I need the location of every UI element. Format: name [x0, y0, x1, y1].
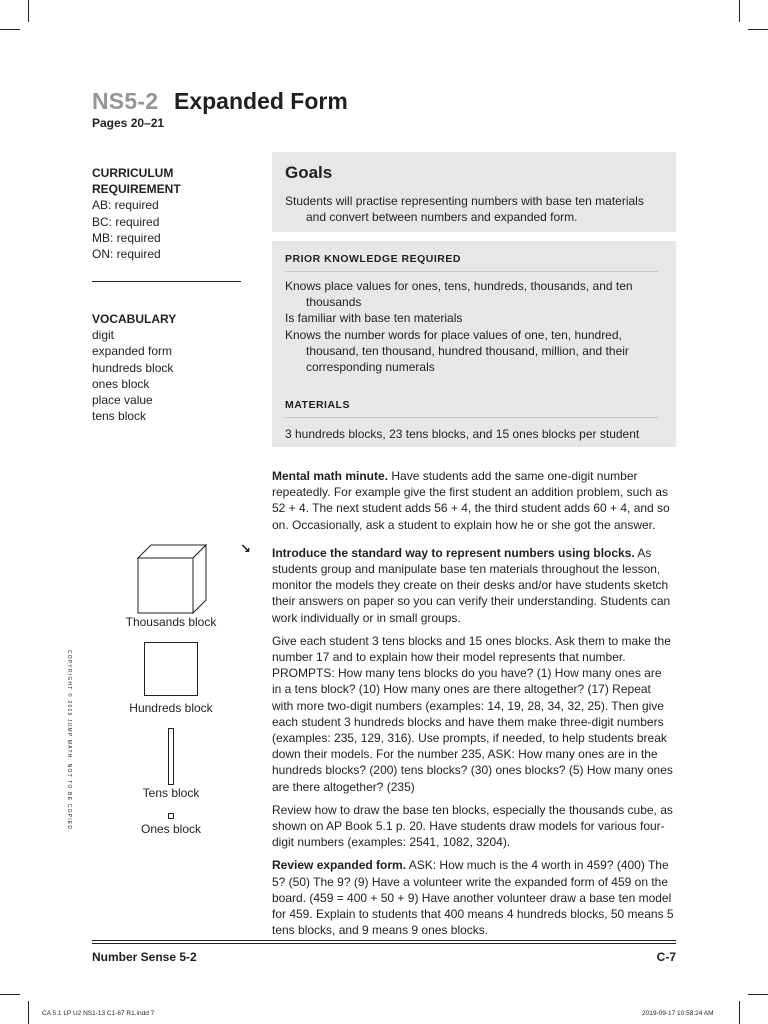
page-title: Expanded Form [174, 88, 348, 114]
tens-block-label: Tens block [142, 786, 200, 800]
hundreds-block-illustration [144, 642, 200, 698]
goals-paragraph: Students will practise representing numbers with base ten materials and convert between numbers and expanded form. [285, 194, 644, 225]
prior-knowledge-item: Knows place values for ones, tens, hundreds, thousands, and ten thousands [285, 279, 633, 310]
hundreds-square [145, 643, 198, 696]
crop-mark [739, 1001, 740, 1024]
body-paragraph: Review how to draw the base ten blocks, especially the thousands cube, as shown on AP Book 5.1 p. 20. Have students draw models for various four-digit numbers (examples: 2541, 1082, 3204). [272, 802, 673, 850]
cube-front-face [138, 558, 193, 613]
paragraph-lead: Mental math minute. [272, 469, 389, 483]
body-paragraph [272, 545, 674, 626]
requirement-item: MB: required [92, 230, 161, 245]
crop-mark [0, 29, 20, 30]
curriculum-heading: REQUIREMENT [92, 182, 181, 197]
vocabulary-heading: VOCABULARY [92, 312, 177, 326]
paragraph-text: ASK: How much is the 4 worth in 459? (400) The 5? (50) The 9? (9) Have a volunteer write the expanded form of 459 on the board. (459 = 400 + 50 + 9) Have another volunteer draw a base ten model for 459. Explain to students that 400 means 4 hundreds blocks, 50 means 5 tens blocks, and 9 means 9 ones blocks. [272, 858, 674, 938]
materials-text: 3 hundreds blocks, 23 tens blocks, and 15 ones blocks per student [285, 427, 640, 441]
paragraph-text: Have students add the same one-digit number repeatedly. For example give the first student an addition problem, such as 52 + 4. The next student adds 56 + 4, the third student adds 60 + 4, and so on. Occasionally, ask a student to explain how he or she got the answer. [272, 469, 670, 532]
hundreds-block-label: Hundreds block [129, 701, 213, 715]
ones-block-label: Ones block [140, 822, 202, 836]
vocabulary-item: ones block [92, 376, 150, 391]
materials-heading: MATERIALS [285, 399, 350, 411]
lesson-code: NS5-2 [92, 88, 159, 114]
paragraph-lead: Introduce the standard way to represent numbers using blocks. [272, 545, 635, 560]
tens-rod [169, 729, 174, 785]
prior-knowledge-item: Is familiar with base ten materials [285, 311, 463, 326]
lesson-body [272, 468, 674, 945]
goals-title: Goals [285, 163, 333, 182]
ones-block-illustration [168, 813, 176, 821]
box-divider [285, 417, 658, 418]
vocabulary-item: digit [92, 328, 115, 343]
box-divider [285, 271, 658, 272]
paragraph-lead: Review expanded form. [272, 858, 407, 873]
prior-knowledge-heading: PRIOR KNOWLEDGE REQUIRED [285, 253, 461, 265]
copyright-notice: COPYRIGHT © 2019 JUMP MATH: NOT TO BE COPIED. [66, 650, 72, 833]
crop-mark [0, 994, 20, 995]
page-range: Pages 20–21 [92, 116, 165, 130]
vocabulary-item: hundreds block [92, 360, 174, 375]
footer-section-title: Number Sense 5-2 [92, 950, 197, 964]
thousands-block-illustration [130, 540, 210, 620]
vocabulary-item: place value [92, 393, 153, 408]
crop-mark [739, 0, 740, 22]
sidebar-divider [92, 281, 241, 282]
curriculum-heading: CURRICULUM [92, 166, 174, 180]
curriculum-section [92, 165, 242, 262]
vocabulary-section [92, 311, 242, 424]
thousands-block-label: Thousands block [125, 615, 217, 629]
slug-filename: CA 5.1 LP U2 NS1-13 C1-67 R1.indd 7 [42, 1010, 155, 1017]
requirement-item: ON: required [92, 247, 161, 262]
footer-rule [92, 943, 676, 944]
footer-rule [92, 940, 676, 941]
body-paragraph [272, 857, 674, 938]
slug-timestamp: 2019-09-17 10:58:24 AM [642, 1010, 714, 1017]
crop-mark [748, 994, 768, 995]
page-number: C-7 [656, 950, 676, 964]
prior-knowledge-list [285, 278, 665, 375]
body-paragraph: Give each student 3 tens blocks and 15 ones blocks. Ask them to make the number 17 and to explain how their model represents that number. PROMPTS: How many tens blocks do you have? (1) How many ones are in a tens block? (10) How many ones are there altogether? (17) Repeat with more two-digit numbers (examples: 14, 19, 28, 34, 32, 25). Then give each student 3 hundreds blocks and have them make three-digit numbers (examples: 235, 129, 316). Use prompts, if needed, to help students break down their models. For the number 235, ASK: How many ones are in the hundreds blocks? (200) tens blocks? (30) ones blocks? (5) How many ones are there altogether? (235) [272, 633, 673, 794]
crop-mark [28, 0, 29, 22]
tens-block-illustration [167, 728, 177, 786]
body-paragraph [272, 468, 674, 533]
requirement-item: BC: required [92, 214, 160, 229]
vocabulary-item: expanded form [92, 344, 173, 359]
vocabulary-item: tens block [92, 409, 147, 424]
crop-mark [28, 1001, 29, 1024]
arrow-icon: ↘ [240, 541, 251, 556]
requirement-item: AB: required [92, 198, 159, 213]
crop-mark [748, 29, 768, 30]
goals-text [285, 193, 665, 225]
prior-knowledge-item: Knows the number words for place values of one, ten, hundred, thousand, ten thousand, hundred thousand, million, and their corresponding numerals [285, 327, 629, 375]
ones-cube [169, 814, 174, 819]
paragraph-text: As students group and manipulate base ten materials throughout the lesson, monitor the models they create on their desks and/or have students sketch their answers on paper so you can verify their understanding. Students can work individually or in small groups. [272, 545, 671, 625]
